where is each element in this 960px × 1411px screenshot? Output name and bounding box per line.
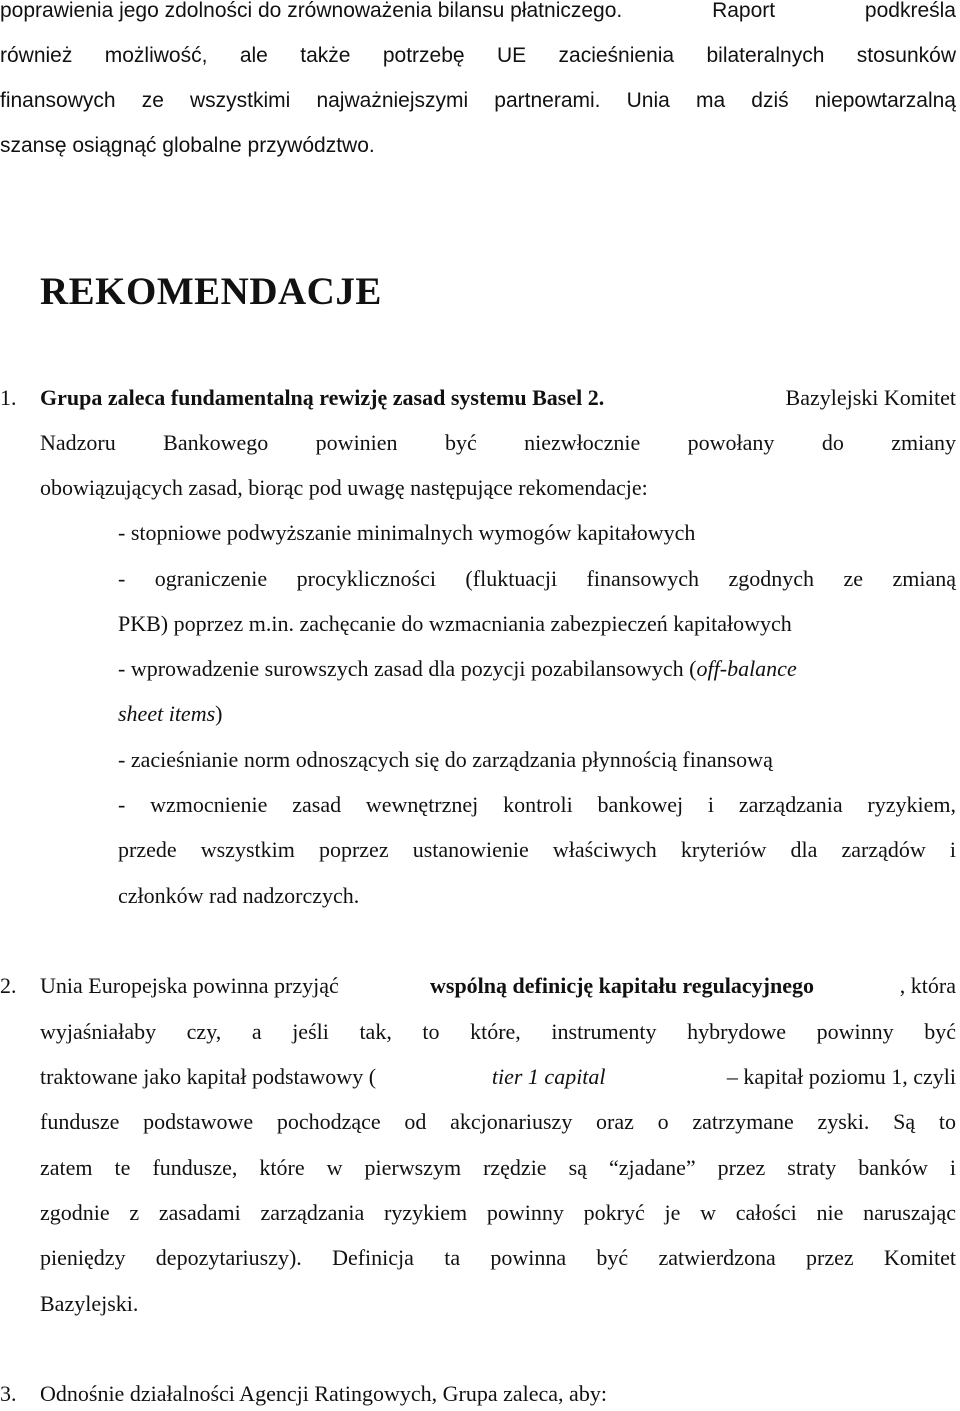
rec2-line-1-a: Unia Europejska powinna przyjąć <box>40 973 345 998</box>
rec2-line-7: pieniędzy depozytariuszy). Definicja ta powinna być zatwierdzona przez Komitet <box>40 1245 956 1270</box>
rec2-line-1-bold: wspólną definicję kapitału regulacyjnego <box>430 973 815 998</box>
rec1-item-3-italic: off-balance <box>696 656 797 681</box>
rec1-item-5-line-2: przede wszystkim poprzez ustanowienie właściwych kryteriów dla zarządów i <box>118 837 956 862</box>
rec1-line-1-rest: Bazylejski Komitet <box>785 385 956 410</box>
intro-line-1-part-2: Raport <box>712 0 776 22</box>
rec2-line-3 <box>40 1062 956 1092</box>
rec2-line-6: zgodnie z zasadami zarządzania ryzykiem powinny pokryć je w całości nie naruszając <box>40 1200 956 1225</box>
rec1-line-1 <box>40 383 956 413</box>
rec1-item-1: - stopniowe podwyższanie minimalnych wymogów kapitałowych <box>118 520 696 545</box>
intro-line-3: finansowych ze wszystkimi najważniejszymi partnerami. Unia ma dziś niepowtarzalną <box>0 89 956 112</box>
intro-line-1 <box>0 0 956 26</box>
rec2-line-3-b: – kapitał poziomu 1, czyli <box>721 1064 956 1089</box>
rec2-line-4: fundusze podstawowe pochodzące od akcjonariuszy oraz o zatrzymane zyski. Są to <box>40 1109 956 1134</box>
intro-line-1-part-1: poprawienia jego zdolności do zrównoważenia bilansu płatniczego. <box>0 0 623 22</box>
rec1-item-5-line-3: członków rad nadzorczych. <box>118 883 360 908</box>
rec1-item-3-line-2 <box>118 699 956 729</box>
rec1-item-3-close: ) <box>215 701 223 726</box>
rec1-number: 1. <box>0 385 17 410</box>
intro-line-1-part-3: podkreśla <box>864 0 956 22</box>
section-heading: REKOMENDACJE <box>40 270 382 313</box>
rec1-item-3-italic-2: sheet items <box>118 701 216 726</box>
rec2-number: 2. <box>0 973 17 998</box>
rec2-line-1-b: , która <box>899 973 956 998</box>
intro-line-2: również możliwość, ale także potrzebę UE zacieśnienia bilateralnych stosunków <box>0 44 956 67</box>
rec2-line-3-italic: tier 1 capital <box>491 1064 606 1089</box>
rec2-line-2: wyjaśniałaby czy, a jeśli tak, to które, instrumenty hybrydowe powinny być <box>40 1019 956 1044</box>
rec2-line-5: zatem te fundusze, które w pierwszym rzędzie są “zjadane” przez straty banków i <box>40 1155 956 1180</box>
rec1-item-3-line-1 <box>118 654 956 684</box>
rec1-item-2-line-1: - ograniczenie procykliczności (fluktuacji finansowych zgodnych ze zmianą <box>118 566 956 591</box>
rec2-line-3-a: traktowane jako kapitał podstawowy ( <box>40 1064 377 1089</box>
rec1-bold-title: Grupa zaleca fundamentalną rewizję zasad systemu Basel 2. <box>40 385 605 410</box>
rec1-item-3-text: - wprowadzenie surowszych zasad dla pozycji pozabilansowych ( <box>118 656 697 681</box>
rec2-line-8: Bazylejski. <box>40 1291 139 1316</box>
rec1-line-3: obowiązujących zasad, biorąc pod uwagę następujące rekomendacje: <box>40 475 648 500</box>
rec3-line-1: Odnośnie działalności Agencji Ratingowych, Grupa zaleca, aby: <box>40 1381 607 1406</box>
rec1-item-2-line-2: PKB) poprzez m.in. zachęcanie do wzmacniania zabezpieczeń kapitałowych <box>118 611 792 636</box>
rec1-item-4: - zacieśnianie norm odnoszących się do zarządzania płynnością finansową <box>118 747 773 772</box>
rec3-number: 3. <box>0 1381 17 1406</box>
rec1-item-5-line-1: - wzmocnienie zasad wewnętrznej kontroli bankowej i zarządzania ryzykiem, <box>118 792 956 817</box>
intro-line-4: szansę osiągnąć globalne przywództwo. <box>0 134 375 157</box>
rec1-line-2: Nadzoru Bankowego powinien być niezwłocznie powołany do zmiany <box>40 430 956 455</box>
rec2-line-1 <box>40 971 956 1001</box>
